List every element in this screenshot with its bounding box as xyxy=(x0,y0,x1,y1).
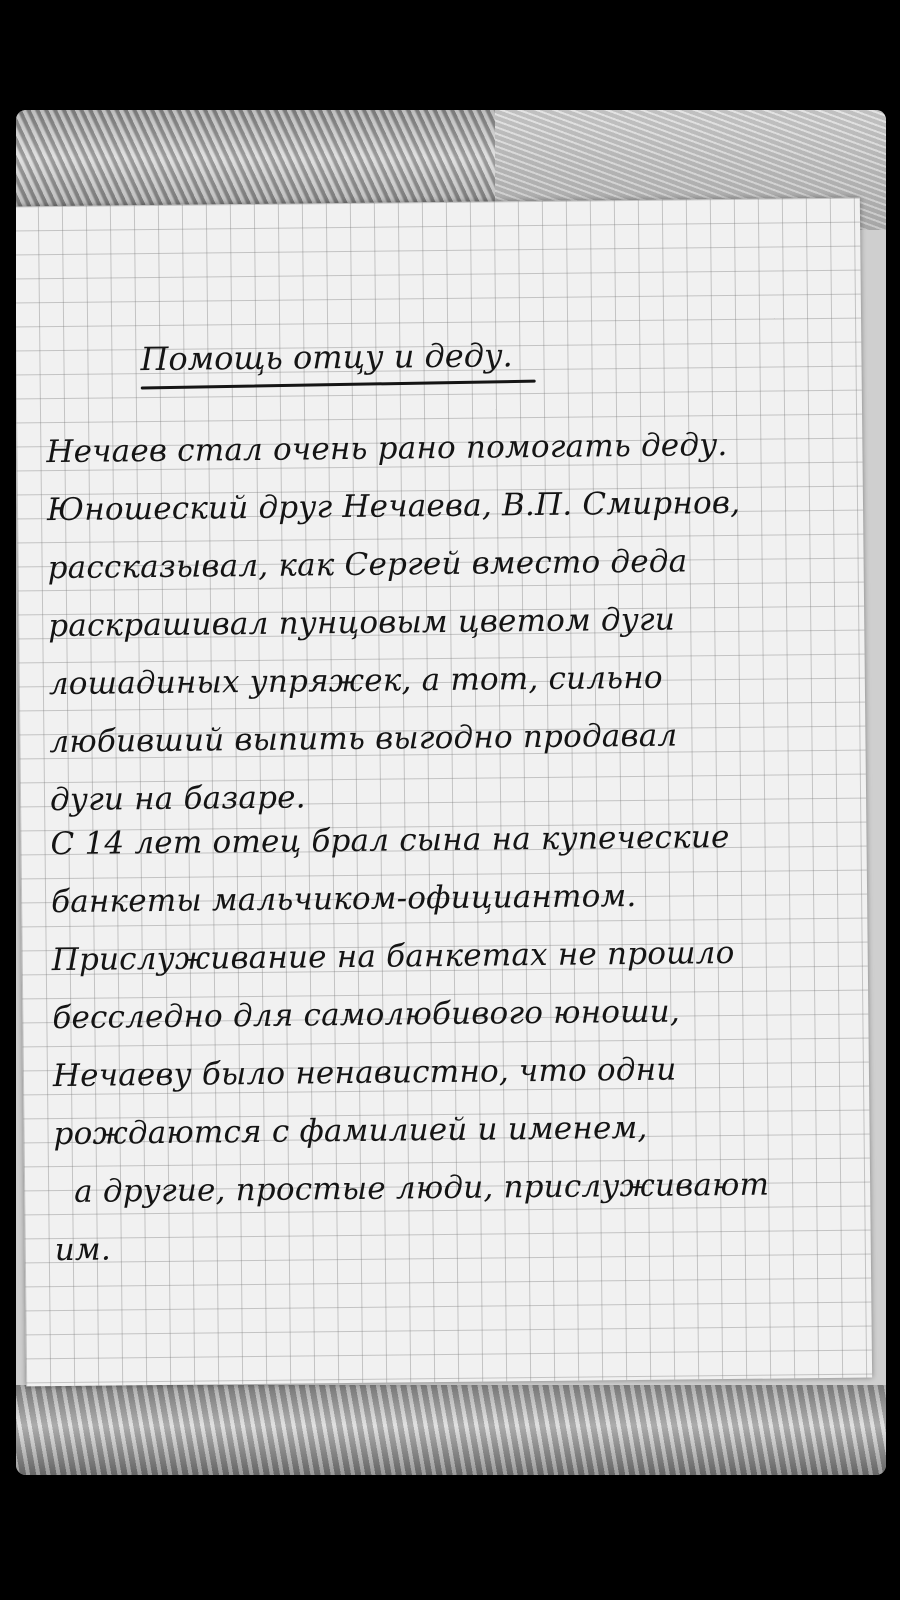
handwritten-line: С 14 лет отец брал сына на купеческие xyxy=(50,819,730,863)
handwritten-line: Юношеский друг Нечаева, В.П. Смирнов, xyxy=(46,484,741,529)
title-underline xyxy=(141,380,536,390)
handwritten-line: а другие, простые люди, прислуживают xyxy=(73,1166,770,1210)
grid-paper-page xyxy=(16,198,872,1387)
handwritten-line: рождаются с фамилией и именем, xyxy=(53,1109,648,1153)
notebook-photo xyxy=(16,110,886,1475)
page-title: Помощь отцу и деду. xyxy=(140,336,513,379)
handwritten-line: дуги на базаре. xyxy=(49,779,306,819)
handwritten-line: им. xyxy=(54,1231,112,1269)
handwritten-line: любивший выпить выгодно продавал xyxy=(49,717,678,761)
handwritten-line: лошадиных упряжек, а тот, сильно xyxy=(48,659,663,703)
handwritten-line: Прислуживание на банкетах не прошло xyxy=(51,934,735,979)
handwritten-line: Нечаев стал очень рано помогать деду. xyxy=(46,427,728,471)
fabric-background-bottom xyxy=(16,1385,886,1475)
handwritten-line: банкеты мальчиком-официантом. xyxy=(50,877,637,921)
handwritten-line: бесследно для самолюбивого юноши, xyxy=(52,993,681,1037)
handwritten-line: рассказывал, как Сергей вместо деда xyxy=(47,543,688,587)
handwritten-line: Нечаеву было ненавистно, что одни xyxy=(52,1051,677,1095)
handwritten-line: раскрашивал пунцовым цветом дуги xyxy=(48,601,676,645)
